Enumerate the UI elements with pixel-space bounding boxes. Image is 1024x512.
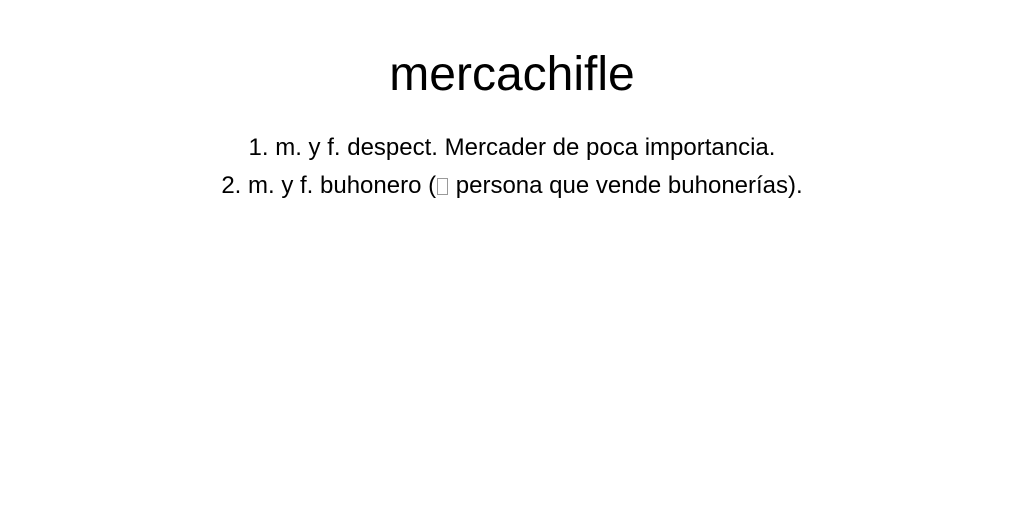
missing-glyph-icon — [437, 178, 448, 195]
definition-list — [0, 129, 1024, 205]
definition-1: 1. m. y f. despect. Mercader de poca importancia. — [248, 134, 776, 161]
definition-2 — [0, 167, 1024, 205]
definition-2-prefix: 2. m. y f. buhonero ( — [221, 172, 437, 199]
headword: mercachifle — [389, 48, 635, 101]
definition-2-suffix: persona que vende buhonerías). — [449, 172, 803, 199]
